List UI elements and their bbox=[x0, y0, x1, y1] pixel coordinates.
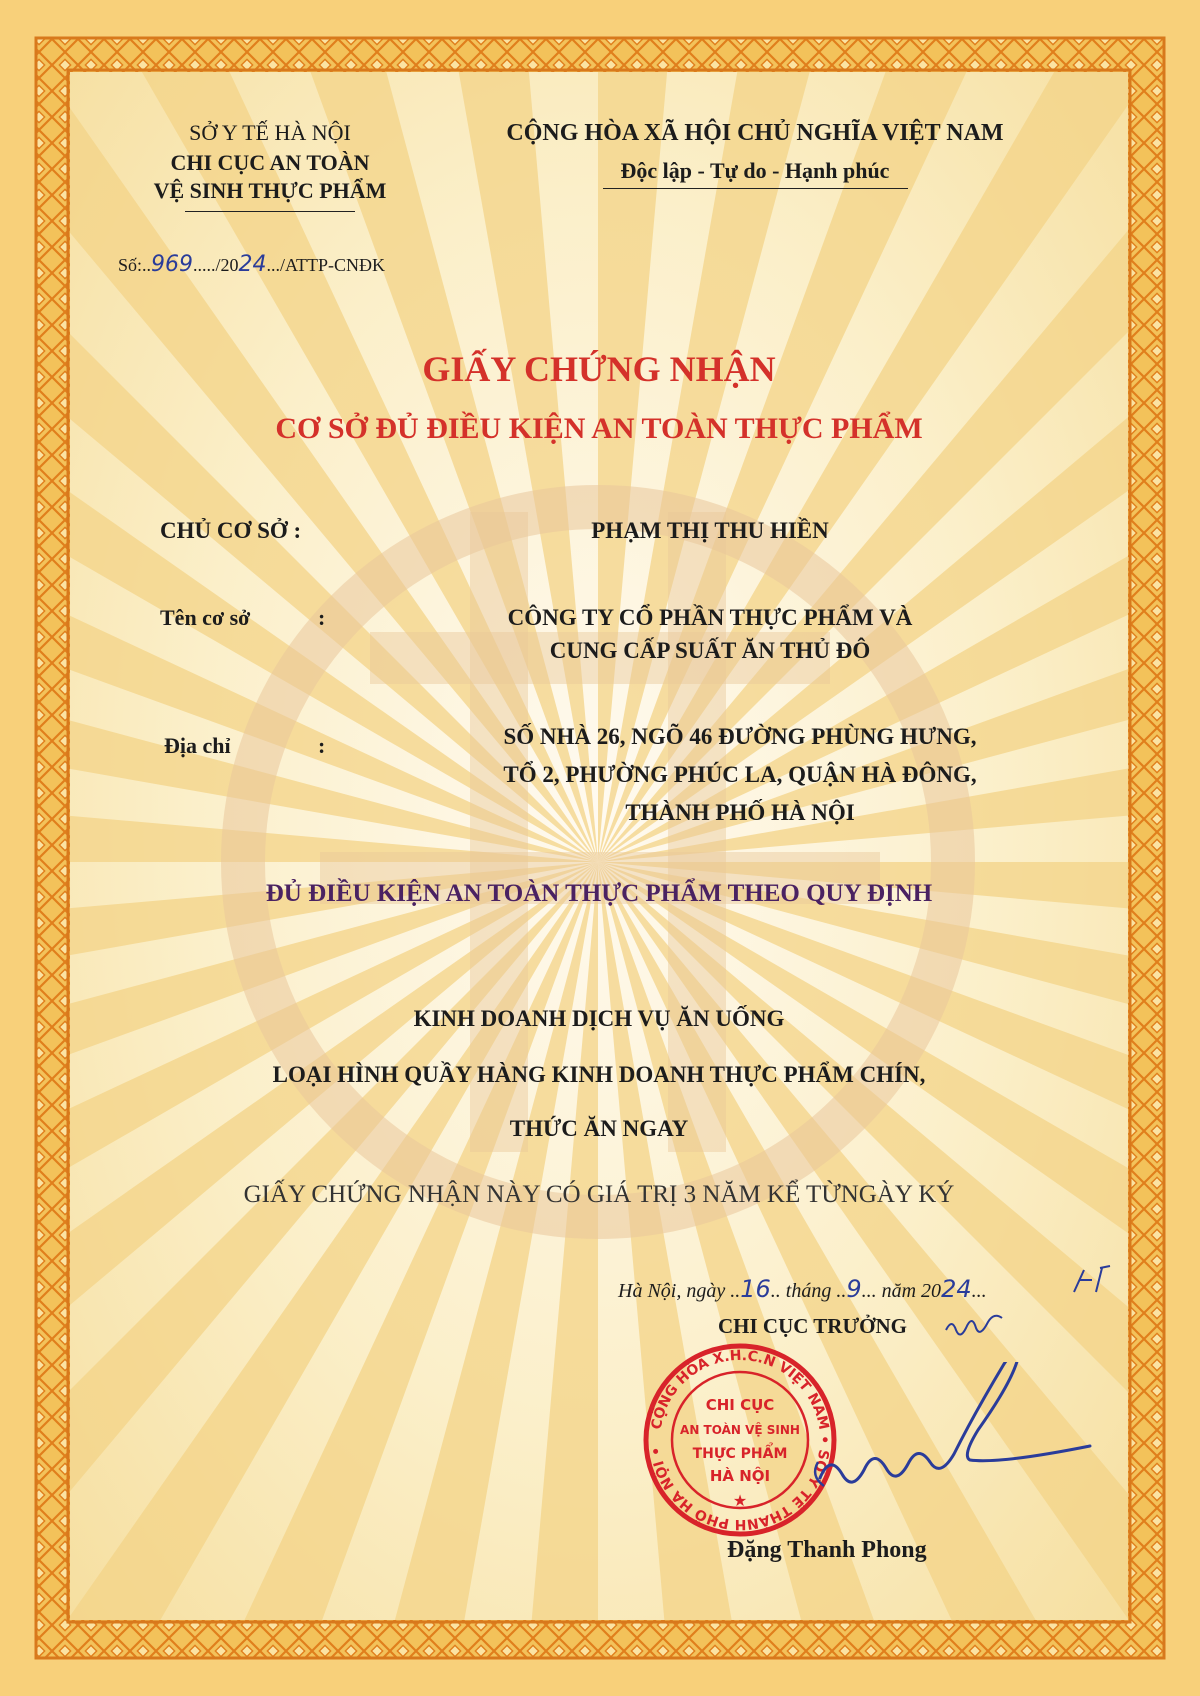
certificate-subtitle: CƠ SỞ ĐỦ ĐIỀU KIỆN AN TOÀN THỰC PHẨM bbox=[275, 412, 923, 445]
dept-line-3: VỆ SINH THỰC PHẨM bbox=[153, 178, 387, 203]
address-line-1: SỐ NHÀ 26, NGÕ 46 ĐƯỜNG PHÙNG HƯNG, bbox=[503, 724, 977, 749]
conformity-statement: ĐỦ ĐIỀU KIỆN AN TOÀN THỰC PHẨM THEO QUY ĐỊNH bbox=[265, 880, 933, 907]
handwritten-number: 969 bbox=[151, 252, 194, 277]
document-number bbox=[118, 252, 385, 277]
handwritten-day: 16 bbox=[740, 1275, 771, 1303]
nation-line-1: CỘNG HÒA XÃ HỘI CHỦ NGHĨA VIỆT NAM bbox=[506, 120, 1004, 146]
handwritten-year: 24 bbox=[238, 252, 267, 277]
seal-star-icon: ★ bbox=[732, 1491, 748, 1510]
facility-name-label: Tên cơ sở bbox=[160, 605, 251, 630]
signer-name: Đặng Thanh Phong bbox=[727, 1537, 927, 1563]
owner-label: CHỦ CƠ SỞ : bbox=[160, 518, 302, 543]
initials-mark bbox=[940, 1306, 1020, 1346]
date-prefix: Hà Nội, ngày .. bbox=[618, 1280, 741, 1302]
address-label: Địa chỉ bbox=[164, 733, 231, 758]
seal-outer-text: CỘNG HÒA X.H.C.N VIỆT NAM • SỞ Y TẾ THÀNH PHỐ HÀ NỘI • bbox=[648, 1347, 833, 1533]
date-suffix: ... bbox=[971, 1280, 987, 1302]
facility-name-colon: : bbox=[318, 605, 326, 630]
business-line-3: THỨC ĂN NGAY bbox=[509, 1116, 689, 1141]
dept-line-2: CHI CỤC AN TOÀN bbox=[170, 150, 370, 175]
facility-name-line-1: CÔNG TY CỔ PHẦN THỰC PHẨM VÀ bbox=[507, 605, 913, 630]
seal-line-3: THỰC PHẨM bbox=[692, 1446, 788, 1462]
certificate-title: GIẤY CHỨNG NHẬN bbox=[422, 349, 776, 389]
number-prefix: Số:.. bbox=[118, 255, 152, 275]
issue-date bbox=[618, 1275, 987, 1303]
owner-value: PHẠM THỊ THU HIỀN bbox=[591, 518, 829, 543]
facility-name-line-2: CUNG CẤP SUẤT ĂN THỦ ĐÔ bbox=[549, 638, 871, 663]
dept-line-1: SỞ Y TẾ HÀ NỘI bbox=[189, 120, 351, 145]
dept-underline bbox=[185, 211, 355, 212]
date-month-text: .. tháng .. bbox=[770, 1280, 847, 1302]
nation-line-2: Độc lập - Tự do - Hạnh phúc bbox=[620, 158, 890, 183]
seal-line-2: AN TOÀN VỆ SINH bbox=[680, 1423, 800, 1437]
handwritten-month: 9 bbox=[846, 1275, 862, 1303]
signer-title: CHI CỤC TRƯỞNG bbox=[718, 1314, 908, 1338]
handwritten-year-2: 24 bbox=[941, 1275, 972, 1303]
signature bbox=[790, 1362, 1120, 1522]
nation-underline bbox=[603, 188, 908, 189]
number-suffix: .../ATTP-CNĐK bbox=[266, 255, 386, 275]
address-line-3: THÀNH PHỐ HÀ NỘI bbox=[625, 800, 855, 825]
business-line-1: KINH DOANH DỊCH VỤ ĂN UỐNG bbox=[413, 1006, 785, 1031]
seal-line-4: HÀ NỘI bbox=[709, 1467, 771, 1485]
business-line-2: LOẠI HÌNH QUẦY HÀNG KINH DOANH THỰC PHẨM CHÍN, bbox=[272, 1062, 926, 1087]
date-year-text: ... năm 20 bbox=[861, 1280, 942, 1302]
address-colon: : bbox=[318, 733, 326, 758]
margin-mark bbox=[1066, 1262, 1126, 1302]
address-line-2: TỔ 2, PHƯỜNG PHÚC LA, QUẬN HÀ ĐÔNG, bbox=[503, 762, 977, 787]
validity-statement: GIẤY CHỨNG NHẬN NÀY CÓ GIÁ TRỊ 3 NĂM KỂ TỪNGÀY KÝ bbox=[243, 1181, 955, 1208]
number-mid: ...../20 bbox=[193, 255, 239, 275]
seal-line-1: CHI CỤC bbox=[705, 1396, 775, 1414]
